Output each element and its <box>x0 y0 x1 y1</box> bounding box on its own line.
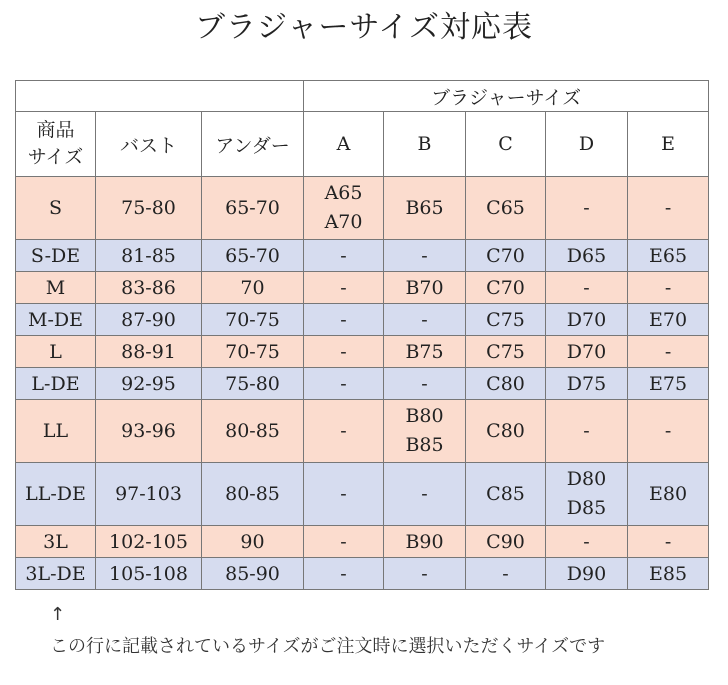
cup-cell <box>546 400 628 463</box>
cup-cell <box>384 240 466 272</box>
cup-size-value: A70 <box>324 211 363 233</box>
under-cell: 70-75 <box>202 336 304 368</box>
cup-size-value: - <box>421 372 428 395</box>
cup-size-value: C70 <box>486 276 525 299</box>
cup-size-value: - <box>340 530 347 553</box>
bust-cell: 88-91 <box>96 336 202 368</box>
bust-cell: 87-90 <box>96 304 202 336</box>
bust-cell: 92-95 <box>96 368 202 400</box>
cup-size-value: - <box>664 196 672 219</box>
cup-size-value: B90 <box>405 530 444 553</box>
size-cell: S-DE <box>16 240 96 272</box>
diagonal-corner-cell <box>16 81 304 112</box>
cup-size-value: D75 <box>566 372 607 395</box>
cup-size-value: C80 <box>486 419 525 442</box>
cup-size-value: E70 <box>649 308 688 331</box>
cup-cell <box>384 272 466 304</box>
under-cell: 80-85 <box>202 463 304 526</box>
cup-size-value: E75 <box>649 372 688 395</box>
size-rows <box>16 177 709 590</box>
under-cell: 90 <box>202 526 304 558</box>
cup-cell <box>546 240 628 272</box>
product-size-header <box>16 112 96 177</box>
under-cell: 65-70 <box>202 240 304 272</box>
under-cell: 70-75 <box>202 304 304 336</box>
bust-cell: 81-85 <box>96 240 202 272</box>
table-row <box>16 177 709 240</box>
under-cell: 80-85 <box>202 400 304 463</box>
cup-d-header: D <box>546 112 628 177</box>
cup-cell <box>466 368 546 400</box>
cup-cell <box>628 336 709 368</box>
size-cell: L <box>16 336 96 368</box>
cup-size-value: D85 <box>566 497 607 519</box>
size-cell: LL <box>16 400 96 463</box>
cup-size-value: C80 <box>486 372 525 395</box>
bust-cell: 102-105 <box>96 526 202 558</box>
cup-size-value: B85 <box>405 434 444 456</box>
cup-size-value: - <box>340 562 347 585</box>
cup-cell <box>628 177 709 240</box>
size-cell: M <box>16 272 96 304</box>
table-row <box>16 368 709 400</box>
size-cell: LL-DE <box>16 463 96 526</box>
cup-size-value: E80 <box>649 482 688 505</box>
cup-size-value: C85 <box>486 482 525 505</box>
table-row <box>16 526 709 558</box>
cup-cell <box>628 400 709 463</box>
cup-cell <box>546 304 628 336</box>
under-header: アンダー <box>202 112 304 177</box>
size-cell: 3L-DE <box>16 558 96 590</box>
cup-cell <box>384 526 466 558</box>
bust-cell: 93-96 <box>96 400 202 463</box>
cup-size-value: A65 <box>324 182 363 204</box>
cup-cell <box>384 336 466 368</box>
table-row <box>16 304 709 336</box>
cup-cell <box>628 240 709 272</box>
cup-size-value: C90 <box>486 530 525 553</box>
cup-cell <box>384 558 466 590</box>
size-cell: M-DE <box>16 304 96 336</box>
cup-cell <box>304 272 384 304</box>
cup-size-value: - <box>664 276 672 299</box>
cup-size-value: - <box>340 372 347 395</box>
cup-cell <box>466 272 546 304</box>
cup-cell <box>628 558 709 590</box>
cup-size-value: - <box>340 308 347 331</box>
cup-size-value: C65 <box>486 196 525 219</box>
bust-cell: 97-103 <box>96 463 202 526</box>
cup-cell <box>466 400 546 463</box>
bust-cell: 75-80 <box>96 177 202 240</box>
cup-cell <box>628 368 709 400</box>
table-row <box>16 558 709 590</box>
size-selection-note: この行に記載されているサイズがご注文時に選択いただくサイズです <box>50 636 606 657</box>
bra-size-table <box>15 80 709 590</box>
under-cell: 70 <box>202 272 304 304</box>
cup-size-value: - <box>421 308 428 331</box>
cup-cell <box>304 240 384 272</box>
cup-size-value: - <box>421 482 428 505</box>
cup-cell <box>628 304 709 336</box>
size-cell: L-DE <box>16 368 96 400</box>
cup-b-header: B <box>384 112 466 177</box>
cup-cell <box>304 177 384 240</box>
table-row <box>16 240 709 272</box>
cup-cell <box>304 368 384 400</box>
cup-size-value: B75 <box>405 340 444 363</box>
cup-cell <box>546 463 628 526</box>
cup-size-value: - <box>421 244 428 267</box>
cup-size-value: - <box>664 419 672 442</box>
cup-cell <box>304 304 384 336</box>
cup-cell <box>304 336 384 368</box>
up-arrow-icon: ↑ <box>50 604 66 625</box>
cup-c-header: C <box>466 112 546 177</box>
size-cell: S <box>16 177 96 240</box>
table-row <box>16 463 709 526</box>
cup-size-value: C75 <box>486 308 525 331</box>
cup-size-value: D70 <box>566 308 607 331</box>
cup-cell <box>466 304 546 336</box>
page-title: ブラジャーサイズ対応表 <box>195 10 533 45</box>
cup-size-value: - <box>583 530 590 553</box>
bust-header: バスト <box>96 112 202 177</box>
cup-size-value: D70 <box>566 340 607 363</box>
bust-cell: 105-108 <box>96 558 202 590</box>
product-size-header-line1: 商品 <box>36 119 75 141</box>
cup-cell <box>546 272 628 304</box>
cup-cell <box>384 177 466 240</box>
cup-size-value: - <box>583 276 590 299</box>
cup-cell <box>546 526 628 558</box>
cup-size-value: - <box>421 562 428 585</box>
under-cell: 75-80 <box>202 368 304 400</box>
size-cell: 3L <box>16 526 96 558</box>
cup-a-header: A <box>304 112 384 177</box>
cup-size-value: E65 <box>649 244 688 267</box>
cup-cell <box>466 240 546 272</box>
cup-size-value: - <box>340 244 347 267</box>
cup-size-value: D65 <box>566 244 607 267</box>
cup-cell <box>466 463 546 526</box>
cup-cell <box>304 400 384 463</box>
cup-cell <box>304 526 384 558</box>
cup-size-value: D90 <box>566 562 607 585</box>
cup-size-value: E85 <box>649 562 688 585</box>
cup-cell <box>628 272 709 304</box>
cup-cell <box>466 558 546 590</box>
cup-cell <box>384 400 466 463</box>
cup-size-value: C75 <box>486 340 525 363</box>
cup-size-value: - <box>583 196 590 219</box>
cup-cell <box>384 368 466 400</box>
cup-size-value: B80 <box>405 405 444 427</box>
cup-e-header: E <box>628 112 709 177</box>
cup-size-value: B70 <box>405 276 444 299</box>
cup-cell <box>546 177 628 240</box>
table-row <box>16 400 709 463</box>
cup-size-value: - <box>340 419 347 442</box>
cup-cell <box>466 526 546 558</box>
bust-cell: 83-86 <box>96 272 202 304</box>
cup-cell <box>466 336 546 368</box>
cup-cell <box>466 177 546 240</box>
cup-size-value: C70 <box>486 244 525 267</box>
cup-cell <box>304 463 384 526</box>
cup-cell <box>384 304 466 336</box>
table-row <box>16 272 709 304</box>
cup-size-value: - <box>502 562 509 585</box>
cup-cell <box>546 336 628 368</box>
cup-size-value: - <box>664 340 672 363</box>
product-size-header-line2: サイズ <box>27 146 84 168</box>
cup-size-value: - <box>664 530 672 553</box>
cup-cell <box>384 463 466 526</box>
cup-cell <box>628 463 709 526</box>
cup-size-value: - <box>340 276 347 299</box>
cup-cell <box>546 368 628 400</box>
cup-size-value: B65 <box>405 196 444 219</box>
cup-cell <box>546 558 628 590</box>
under-cell: 85-90 <box>202 558 304 590</box>
under-cell: 65-70 <box>202 177 304 240</box>
cup-size-value: - <box>340 482 347 505</box>
cup-size-value: D80 <box>566 468 607 490</box>
cup-size-value: - <box>340 340 347 363</box>
bra-size-group-header: ブラジャーサイズ <box>304 81 709 112</box>
table-row <box>16 336 709 368</box>
cup-size-value: - <box>583 419 590 442</box>
cup-cell <box>628 526 709 558</box>
cup-cell <box>304 558 384 590</box>
